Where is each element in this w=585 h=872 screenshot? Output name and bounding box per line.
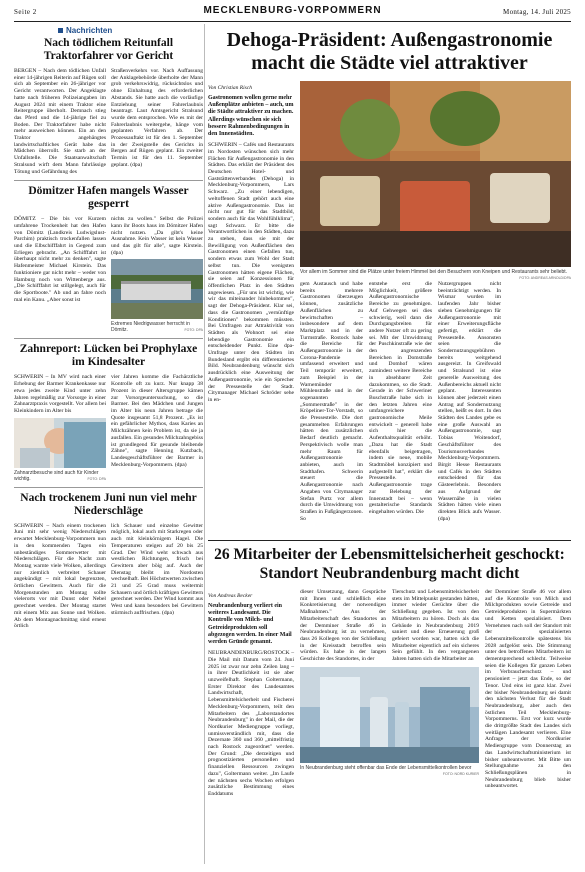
page-date: Montag, 14. Juli 2025 <box>503 8 571 16</box>
main-col-1: SCHWERIN – Cafés und Restaurants im Nordosten wünschen sich mehr Flächen für Außengastronomie in den Städten. Das erklärt der Präsident des Deutschen Hotel- und Gaststättenverbandes (Dehoga) in Mecklenburg-Vorpommern, Lars Schwarz. „Zu einer lebendigen, weltoffenen Stadt gehört auch eine aktive Außengastronomie. Das ist nicht nur gut für das Stadtbild, sondern auch für das Wohlfühlklima", sagt Schwarz. Er bitte die Verantwortlichen in den Städten, dazu zu stehen, dass sie mit der Bewilligung von Außenflächen den Gastronomen einen Gefallen tun, sondern etwas zum Wohl der Stadt selbst tun. Die wenigsten Gastronomen hätten eigene Flächen, sie seien auf Konzessionen für öffentlichen Platz in den Städten angewiesen. „Für uns ist wichtig, wie wir das miteinander hinbekommen", sagt der Dehoga-Präsident. Klar sei, dass die Gastronomen „vernünftige Konditionen" bekommen müssten. Bei Umfragen zur Attraktivität von Städten als Wohnort sei eine lebendige Gastronomie ein entscheidender Punkt. Eine dpa-Umfrage unter den Städten im Bundesland ergibt ein differenziertes Bild. Neubrandenburg wünscht sich ausdrücklich eine Ausweitung der Außengastronomie, wie ein Sprecher der Pressestelle der Stadt. Citymanager Michael Schröder sehe in en- <box>208 142 294 403</box>
column-separator <box>204 24 205 864</box>
second-lead: Neubrandenburg verliert ein weiteres Landesamt. Die Kontrolle von Milch- und Getreideprodukten soll abgezogen werden. In einer Mail werden Gründe genannt. <box>208 603 292 646</box>
second-col-3: Tierschutz und Lebensmittelsicherheit stets im Mittelpunkt gestanden hätten, immer wieder Gerüchte über die Schließung gegeben. Ist von den Mitarbeitern zu hören. Doch als das Gebäude in Neubrandenburg 2019 saniert und diese Erneuerung groß gefeiert worden war, hatten sich die Mitarbeiter eigentlich auf ein sicheres Sein gefühlt. In den vergangenen Jahren hatten sich die Mitarbeiter an <box>392 589 479 663</box>
brief-4-text-b: lich Schauer und einzelne Gewitter möglich, lokal auch mit Starkregen oder auch mit kleinkörnigem Hagel. Die Temperaturen steigen auf 20 bis 25 Grad. Der Wind weht schwach aus westlichen Richtungen, frisch bei Gewittern aber böig auf. Auch der Dienstag bleibt im Nordosten wechselhaft. Bei Höchstwerten zwischen 21 und 25 Grad muss weitermit Schauern und örtlich kräftigen Gewittern gerechnet werden. Der Wind kommt aus West und kann besonders bei Gewittern stürmisch auffrischen. (dpa) <box>111 522 203 616</box>
brief-3-body <box>14 374 203 481</box>
main-top-row <box>208 81 571 522</box>
brief-2-text-b: nichts zu wollen." Selbst die Polizei kann ihr Boots haus im Dömitzer Hafen nicht nutzen. „Da gibt's keine Ausnahme. Kein Wasser ist kein Wasser und das gilt für alle", sagte Kirstein. (dpa) <box>111 216 203 256</box>
news-kicker: Nachrichten <box>58 26 203 35</box>
story-divider <box>208 540 571 541</box>
main-lead: Gastronomen wollen gerne mehr Außenplätze anbieten – auch, um die Städte attraktiver zu machen. Allerdings wünschen sie sich bessere Rahmenbedingungen in den Innenstädten. <box>208 95 294 138</box>
terrace-caption: Vor allem im Sommer sind die Plätze unter freiem Himmel bei den Besuchern von Kneipen und Restaurants sehr beliebt. FOTO: ANDREAS ARNOLD/DPA <box>300 269 571 280</box>
second-col-4: der Demminer Straße 46 vor allem auf die Kontrolle von Milch und Milchprodukten sowie Getreide und Getreideprodukten in Supermärkten und Ketten spezialisiert. Dem Vernehmen nach soll der Standort mit der spezialisierten Lebensmittelkontrolle spätestens bis 2028 aufgelöst sein. Die Stimmung unter den betroffenen Mitarbeitern ist dementsprechend schlecht. Teilweise seien die Kollegen für ganzen Leben im Verbraucherschutz – und pensioniert – jetzt das Ende, so der Tenor. Und eins ist ganz klar. Zwei der bisher Neubrandenburg sei damit den nächsten Verlust für die Stadt Neubrandenburg, aber auch den östlichen Teil Mecklenburg-Vorpommerns. Erst vor kurz wurde die drittgrößte Stadt des Landes sich weitlägen Landesamt verlieren. Eine Anfrage der Nordkurier Mediengruppe vom Donnerstag an das Landwirtschaftsministerium ist bisher unbeantwortet. Mit Bitte um Stellungnahme zu den Schließungsplänen in Neubrandenburg blieb bisher unbeantwortet. <box>485 589 571 790</box>
news-briefs-column <box>14 24 203 864</box>
second-article <box>208 543 571 864</box>
header-rule <box>14 21 571 22</box>
second-col-1: NEUBRANDENBURG/ROSTOCK – Die Mail mit Datum vom 24. Juni 2025 ist zwar nur zehn Zeilen lang – in ihrer Deutlichkeit ist sie aber unzweifelhaft. Stephan Goltermann, Erster Direktor des Landesamtes Landwirtschaft, Lebensmittelsicherheit und Fischerei Mecklenburg-Vorpommern, teilt den Mitarbeitern des „Laborstandortes Neubrandenburg" in der Mail, die der Nordkurier Mediengruppe vorliegt, unmissverständlich mit, dass die Dezernate 360 und 360 „mittelfristig nach Rostock zugeordnet" werden. Der Grund: „Die derzeitigen und prognostizierten personellen und finanziellen Ressourcen zwingen dazu", Goltermann weiter. „Im Laufe der nächsten sechs Wochen erfolgen zusätzliche Bestimmung eines Enddatums <box>208 650 294 797</box>
page-number: Seite 2 <box>14 8 37 16</box>
main-byline: Von Christian Risch <box>208 85 253 91</box>
lab-photo <box>300 667 479 763</box>
harbor-caption: Extremes Niedrigwasser herrscht in Dömitz. FOTO: DPA <box>111 321 203 334</box>
square-icon <box>58 28 63 33</box>
brief-1-text-b: Straßenverkehrs vor. Nach Auffassung der Anklagebehörde überholte der Mann grob verkehrswidrig, rücksichtslos und ohne Einhaltung des erforderlichen Abstands. Sie hatte auch die vorläufige Entziehung seiner Fahrerlaubnis beantragt. Laut Amtsgericht Stralsund wurde dem entsprochen. Wie es mit der Fahrerlaubnis weitergehe, hänge vom geplanten Verfahren ab. Der Prozessauftakt ist für den 1. September in der Zweigstelle des Gerichts in Bergen auf Rügen geplant. Ein zweiter Termin ist für den 11. September geplant. (dpa) <box>111 68 203 168</box>
main-headline: Dehoga-Präsident: Außengastronomie macht die Städte viel attraktiver <box>226 29 553 74</box>
second-body <box>208 589 571 798</box>
dentist-photo <box>14 418 106 468</box>
brief-1-body <box>14 68 203 175</box>
brief-1-text-a: BERGEN – Nach dem tödlichen Unfall einer 14-jährigen Reiterin auf Rügen soll sich ab September ein 26-jähriger vor Gericht verantworten. Der Angeklagte hatte nach früheren Polizeiangaben im August 2024 mit einem Traktor eine Reitergruppe überholt. Demnach stieg das Pferd und die 14-jährige fiel zu Boden. Der Traktorfahrer habe nicht mehr ausweichen können. Ein an den Traktor angehängtes landwirtschaftliches Gerät habe das Mädchen überrollt. Sie starb an der Unfallstelle. Die Staatsanwaltschaft Stralsund wirft dem Mann fahrlässige Tötung und Gefährdung des <box>14 68 106 175</box>
divider <box>14 487 203 488</box>
terrace-photo <box>300 81 571 267</box>
dentist-caption: Zahnarztbesuche sind auch für Kinder wichtig. FOTO: DPA <box>14 469 106 482</box>
page-header <box>14 4 571 20</box>
brief-2-headline: Dömitzer Hafen mangels Wasser gesperrt <box>28 185 189 211</box>
brief-3-text-b: vier Jahren komme die Fachärztliche Kontrolle oft zu kurz. Nur knapp 38 Prozent in dieser Altersgruppe kämen zur Vorsorgeuntersuchung, so die Barmer. Bei den Mädchen und Jungen im Alter bis neun Jahren betrage die Quote insgesamt 51,8 Prozent. „Es ist ein gefährlicher Mythos, dass Karies an Milchzähnen kein Problem ist, da sie ja ausfallen. Ein gesundes Milchzahngebiss ist grundlegend für gesunde bleibende Zähne", sagte Henning Kutzbach, Landesgeschäftsführer der Barmer in Mecklenburg-Vorpommern. (dpa) <box>111 374 203 468</box>
brief-2-text-a: DÖMITZ – Die bis vor Kurzem umfahrene Trockenheit hat den Hafen von Dömitz (Landkreis Ludwigslust-Parchim) praktisch trockenfallen lassen und die Elbschifffahrt in Gegend zum Erliegen gebracht. „An Schifffahrt ist überhaupt nicht mehr zu denken", sagte Hafenmeister Michael Kirstein. Das funktioniere gar nicht mehr – weder von Hamburg noch von Wittenberge aus. „Die Schifffahrt ist stillgelegt, auch für die Sportboote." Ab und an fahre noch mal ein Kanu. „Aber sonst ist <box>14 216 106 303</box>
main-col-4: Nutzergruppen nicht beeinträchtigt werden. In Wismar wurden im laufenden Jahr bisher sieben Genehmigungen für Außengastronomie mit einer Erweiterungsfläche gefertigt, erklärt die Pressestelle. Ansonsten seien die Sondernutzungsgebühren bereits weitgehend ausgereizt. In Greifswald und Stralsund ist eine generelle Ausweitung des Außenbereichs aktuell nicht geplant. Interessenten können aber jederzeit einen Antrag auf Sondernutzung stellen, heißt es dort. In den Städten des Landes gebe es eine große Auswahl an Außengastronomie, sagt Tobias Woitendorf, Geschäftsführer des Tourismusverbandes Mecklenburg-Vorpommern. Birgit Hesse Restaurants und Cafés in den Städten entscheidend für das Gästeerlebnis. Besonders aus Aufgrund der Wassernähe in vielen Städten hätten viele einen direkten Blick aufs Wasser. (dpa) <box>438 281 501 522</box>
brief-2-body <box>14 216 203 333</box>
divider <box>14 338 203 339</box>
brief-1-headline: Nach tödlichem Reitunfall Traktorfahrer vor Gericht <box>43 37 174 62</box>
harbor-photo <box>111 259 203 319</box>
brief-4-body <box>14 523 203 630</box>
second-col-2: dieser Umsetzung, dann Gespräche mit Ihnen und schließlich eine Konkretisierung der notwendigen Maßnahmen." Aus der Mitarbeiterschaft des Standortes an der Demminer Straße 46 in Neubrandenburg ist zu vernehmen, dass 26 Kollegen von der Schließung in der Kreisstadt betroffen sein würden. Es habe in der langen Geschichte des Standortes, in der <box>300 589 386 663</box>
main-col-2: gem Austausch und habe bereits mehrere Gastronomen überzeugen können, zusätzliche Außenflächen zu bewirtschaften – insbesondere auf dem Marktplatz und in der Turmstraße. Rostock habe die Bereiche für Außengastronomie in der Corona-Pandemie umfassend erweitert und Teil temporär erweitert, zum Beispiel in der Warnemünder Mühlenstraße und in der sogenannten „Sommerstraße" in der Kröpeliner-Tor-Vorstadt, so die Pressestelle. Die dort gesammelten Erfahrungen hätten den zusätzlichen Bedarf deutlich gemacht. Perspektivisch wolle man mehr Raum für Außengastronomie anbieten, auch im Stadthafen. Schwerin steuert die Außengastronomie nach Angaben von Citymanager Stefan Purtz vor allem durch die Umwidmung von Straßen in Fußgängerzonen. So <box>300 281 363 522</box>
second-headline: 26 Mitarbeiter der Lebensmittelsicherheit geschockt: Standort Neubrandenburg macht dicht <box>214 546 565 582</box>
main-article <box>208 25 571 539</box>
section-title: MECKLENBURG-VORPOMMERN <box>203 5 382 16</box>
brief-4-text-a: SCHWERIN – Nach einem trockenen Juni mit sehr wenig Niederschlägen erwartet Mecklenburg-Vorpommern nun in den kommenden Tagen ein unbeständiges Sommerwetter mit Niederschlägen. Für die Nacht zum Montag warnte viele Wolken, allerdings nur ziemlich verbreitet Schauer angekündigt – mit lokal begrenzten, örtlichen Gewittern. Auch für die Morgenstunden am Montag sollte vielerorts vor mit Dunst oder Nebel gerechnet werden. Der Montag startet mit einem Mix aus Sonne und Wolken. Ab dem Montagnachmittag sind erneut örtlich <box>14 522 106 630</box>
second-byline: Von Andreas Becker <box>208 593 253 599</box>
divider <box>14 180 203 181</box>
brief-3-headline: Zahnreport: Lücken bei Prophylaxe im Kindesalter <box>19 343 198 369</box>
brief-4-headline: Nach trockenem Juni nun viel mehr Niederschläge <box>20 491 197 517</box>
brief-3-text-a: SCHWERIN – In MV wird nach einer Erhebung der Barmer Krankenkasse nur etwa jedes zweite Kind unter zehn Jahren regelmäßig zur Vorsorge in einer Zahnarztpraxis vorgestellt. Vor allem bei Kleinkindern im Alter bis <box>14 374 106 414</box>
main-col-3: entstehe erst die Möglichkeit, größere Außengastronomische Bereiche zu genehmigen. Auf Gehwegen sei dies schwierig, weil dann die Durchgangsbreiten für andere Nutzer oft zu gering sei. Mit der Umwidmung der Puschkinstraße wie der den angrenzenden Bereichen in Domstraße und Domhof wären zumindest weitere Bereiche in absehbarer Zeit dazukommen, so die Stadt. Gerade in der Schweriner Buschstraße habe sich in den letzten Jahren eine umfangreichere gastronomische Meile entwickelt – generell habe sich hier die Aufenthaltsqualität erhöht. „Dazu hat die Stadt ebenfalls beigetragen, indem sie neue, mobile Stadtmöbel konzipiert und aufgestellt hat", erklärt die Pressestelle. Außengastronomie trage zur Belebung der Innenstadt bei – wenn gestalterische Standards eingehalten würden. Die <box>369 281 432 515</box>
lab-caption: In Neubrandenburg steht offenbar das Ende der Lebensmittelkontrollen bevor FOTO: NORD KURIER <box>300 764 479 776</box>
